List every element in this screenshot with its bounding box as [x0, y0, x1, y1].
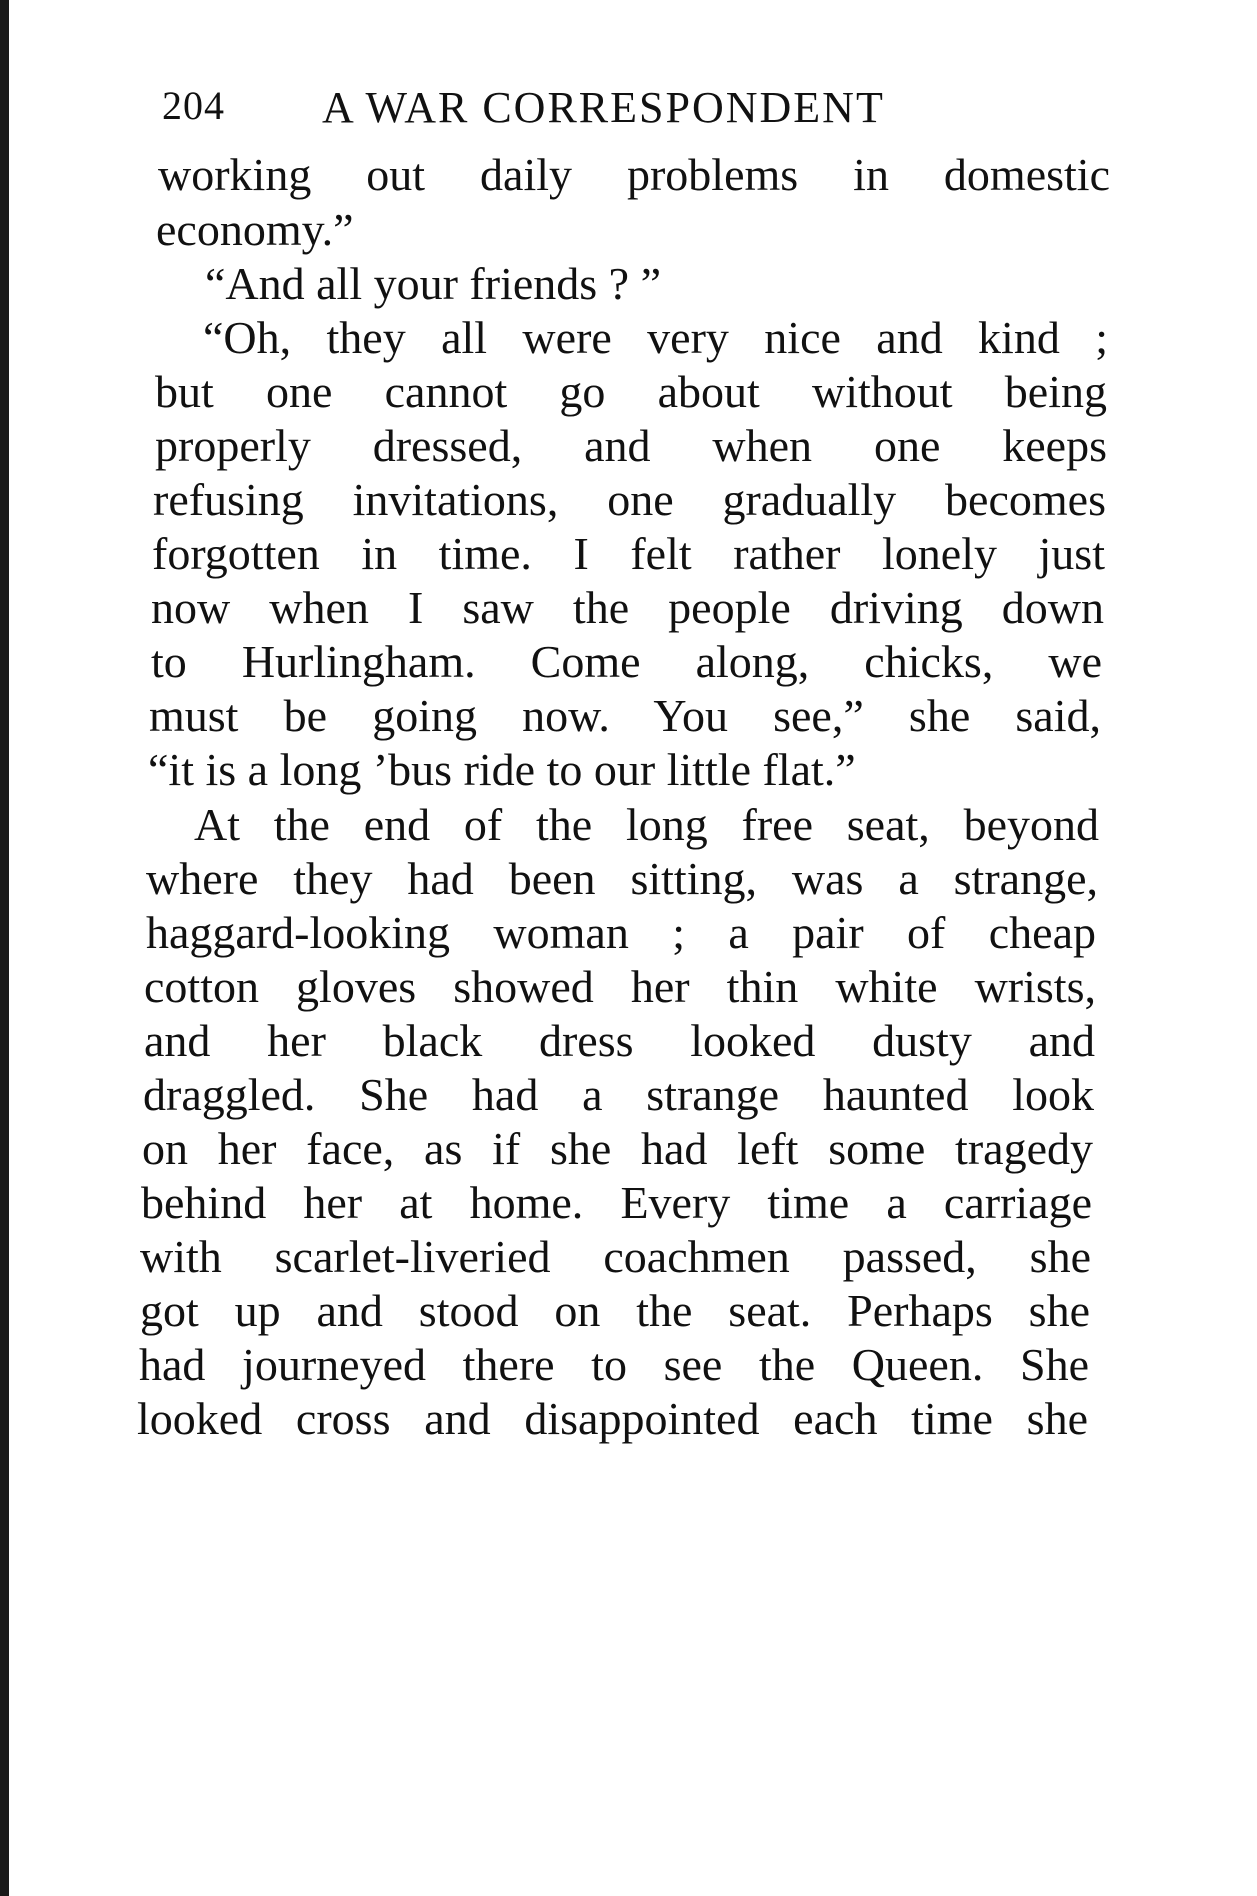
text-line: where they had been sitting, was a strange, [146, 853, 1098, 904]
text-line: behind her at home. Every time a carriage [141, 1177, 1092, 1228]
text-line: had journeyed there to see the Queen. She [139, 1339, 1089, 1390]
text-line: At the end of the long free seat, beyond [194, 799, 1099, 850]
text-line: “And all your friends ? ” [205, 258, 662, 309]
text-line: “it is a long ’bus ride to our little flat.” [148, 744, 856, 795]
text-line: and her black dress looked dusty and [144, 1015, 1095, 1066]
text-line: to Hurlingham. Come along, chicks, we [151, 636, 1102, 687]
text-line: economy.” [156, 204, 354, 255]
running-head [162, 82, 1162, 142]
text-line: but one cannot go about without being [155, 366, 1107, 417]
text-line: cotton gloves showed her thin white wrists, [144, 961, 1096, 1012]
page-number: 204 [162, 83, 225, 128]
text-line: working out daily problems in domestic [158, 149, 1110, 200]
text-line: haggard-looking woman ; a pair of cheap [146, 907, 1096, 958]
text-line: now when I saw the people driving down [151, 582, 1104, 633]
text-line: “Oh, they all were very nice and kind ; [203, 312, 1108, 363]
text-line: on her face, as if she had left some tragedy [142, 1123, 1093, 1174]
text-line: properly dressed, and when one keeps [155, 420, 1107, 471]
text-line: draggled. She had a strange haunted look [143, 1069, 1094, 1120]
text-line: must be going now. You see,” she said, [149, 690, 1101, 741]
running-title: A WAR CORRESPONDENT [322, 83, 885, 132]
text-line: forgotten in time. I felt rather lonely just [152, 528, 1105, 579]
text-line: with scarlet-liveried coachmen passed, she [140, 1231, 1091, 1282]
text-line: got up and stood on the seat. Perhaps she [140, 1285, 1090, 1336]
text-line: looked cross and disappointed each time she [137, 1393, 1088, 1444]
text-line: refusing invitations, one gradually becomes [153, 474, 1106, 525]
